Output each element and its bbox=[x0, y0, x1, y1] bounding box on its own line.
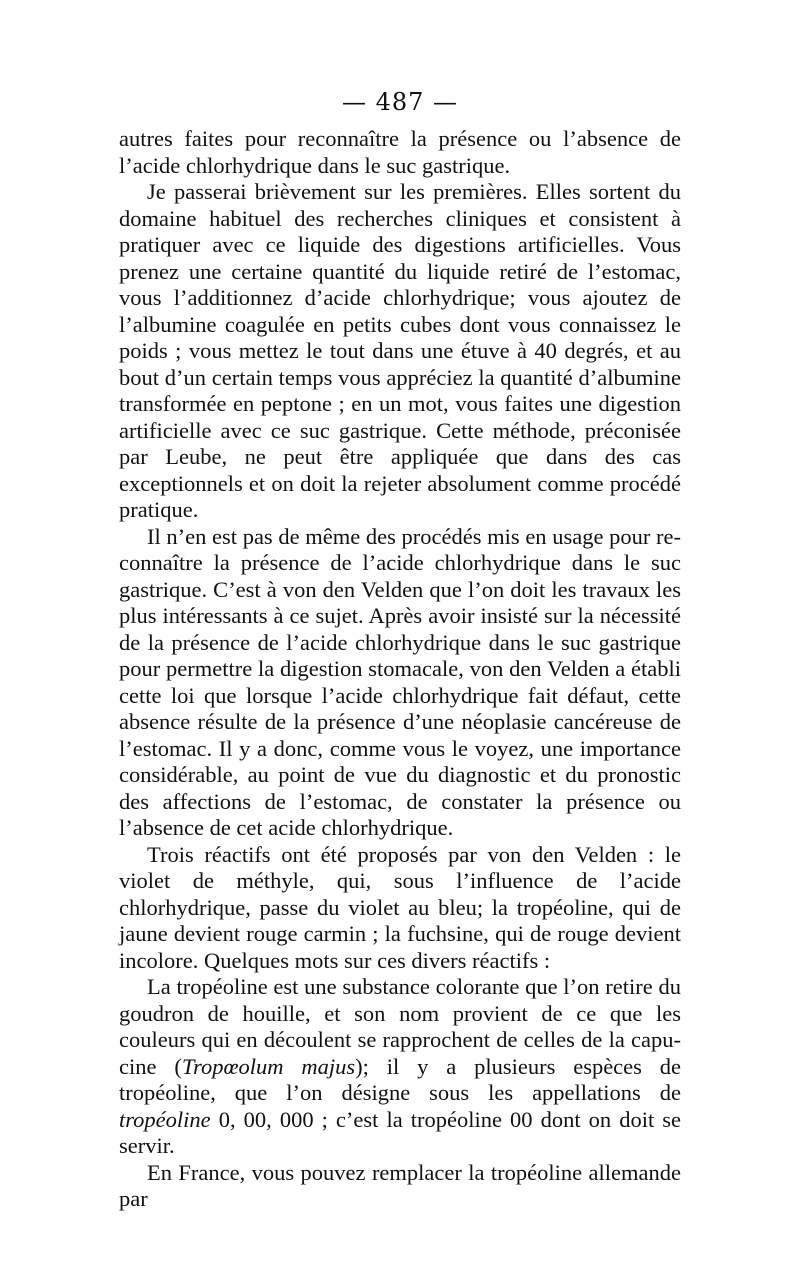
paragraph-continuation: autres faites pour reconnaître la présence ou l’absence de l’acide chlorhydrique dans le suc gastrique. bbox=[119, 126, 681, 178]
paragraph-en-france: En France, vous pouvez remplacer la tropéoline allemande par bbox=[119, 1159, 681, 1211]
paragraph-acide-chlorhydrique: Il n’en est pas de même des procédés mis en usage pour reconnaître la présence de l’acide chlorhydrique dans le suc gastrique. C’est à von den Velden que l’on doit les travaux les plus intéressants à ce sujet. Après avoir insisté sur la nécessité de la présence de l’acide chlorhydrique dans le suc gastrique pour permettre la digestion stomacale, von den Velden a établi cette loi que lorsque l’acide chlorhydrique fait défaut, cette absence résulte de la présence d’une néoplasie cancéreuse de l’estomac. Il y a donc, comme vous le voyez, une importance considérable, au point de vue du diagnostic et du pronostic des affections de l’estomac, de constater la présence ou l’absence de cet acide chlorhydrique. bbox=[119, 523, 681, 840]
paragraph-tropeoline bbox=[119, 974, 681, 1160]
tropeoline-latin-name: Tropœolum majus bbox=[181, 1053, 356, 1079]
page-number: — 487 — bbox=[341, 88, 459, 116]
tropeoline-text-middle: ); il y a plusieurs espèces de tropéoline, que l’on désigne sous les appellations de bbox=[119, 1053, 682, 1105]
body-text bbox=[119, 126, 681, 1213]
paragraph-digestions-artificielles: Je passerai brièvement sur les premières. Elles sortent du domaine habituel des recherches cliniques et consistent à pratiquer avec ce liquide des digestions artificielles. Vous prenez une certaine quantité du liquide retiré de l’estomac, vous l’additionnez d’acide chlorhydrique; vous ajoutez de l’albumine coagulée en petits cubes dont vous connaissez le poids ; vous mettez le tout dans une étuve à 40 degrés, et au bout d’un certain temps vous appréciez la quantité d’albumine transformée en peptone ; en un mot, vous faites une digestion artificielle avec ce suc gastrique. Cette méthode, préconisée par Leube, ne peut être appliquée que dans des cas exceptionnels et on doit la rejeter absolument comme procédé pratique. bbox=[119, 179, 681, 522]
paragraph-trois-reactifs: Trois réactifs ont été proposés par von den Velden : le violet de méthyle, qui, sous l’influence de l’acide chlorhydrique, passe du violet au bleu; la tropéoline, qui de jaune devient rouge carmin ; la fuchsine, qui de rouge devient incolore. Quelques mots sur ces divers réactifs : bbox=[119, 841, 681, 973]
tropeoline-text-after: 0, 00, 000 ; c’est la tropéoline 00 dont on doit se servir. bbox=[119, 1106, 681, 1158]
tropeoline-text-before: La tropéoline est une substance colorante que l’on retire du goudron de houille, et son nom provient de ce que les couleurs qui en découlent se rapprochent de celles de la capucine ( bbox=[119, 974, 681, 1079]
tropeoline-italic-term: tropéoline bbox=[119, 1106, 211, 1132]
